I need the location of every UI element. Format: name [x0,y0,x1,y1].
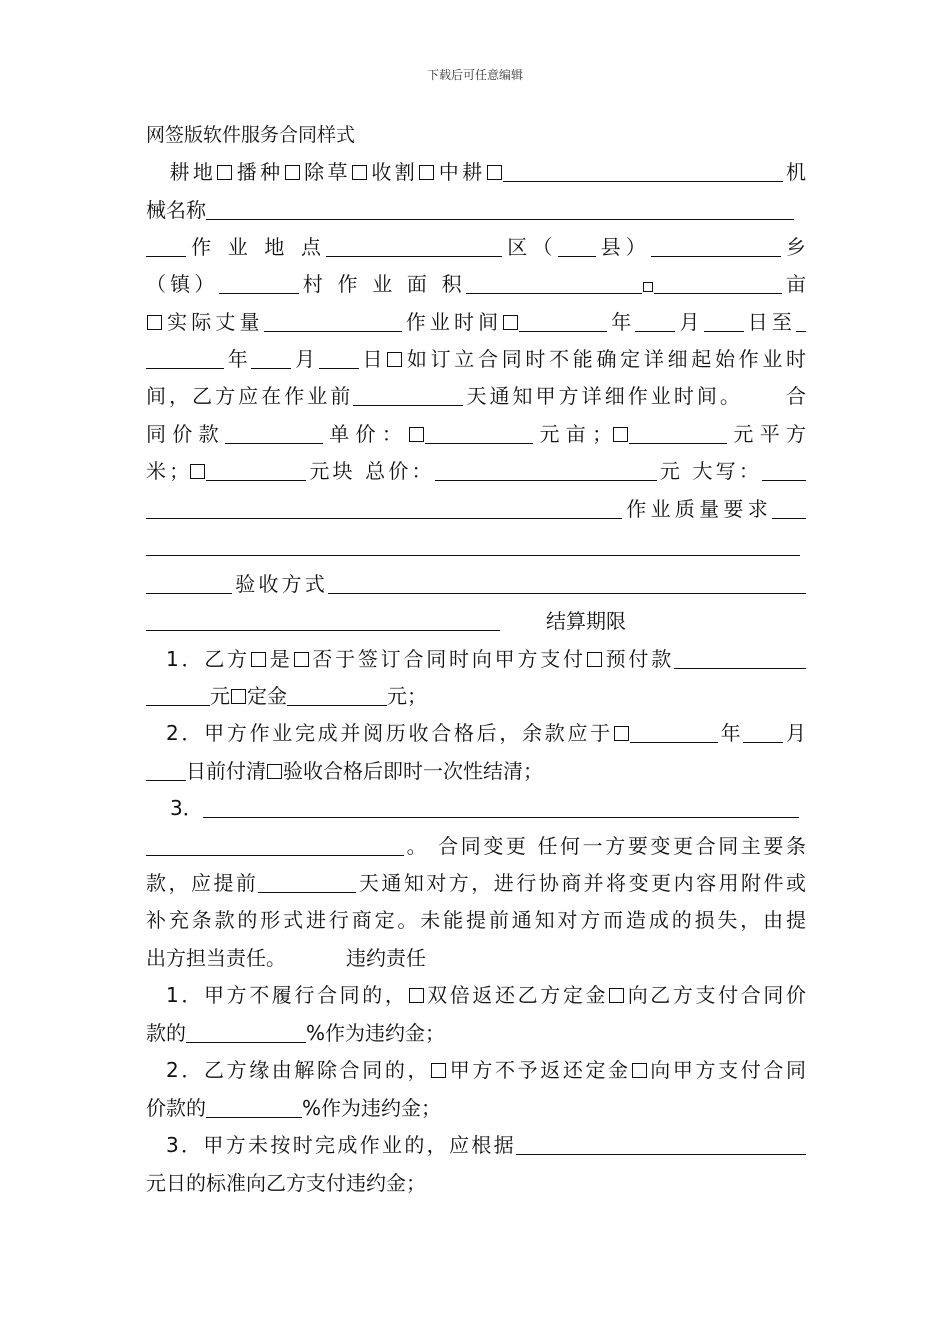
text-line: 耕地 播种 除草 收割 中耕 机 [166,160,806,184]
checkbox[interactable] [613,427,628,442]
text-line: 实际丈量 作业时间 年 月 日至 [146,307,806,337]
blank-field[interactable] [743,720,783,743]
text-line: 款的 %作为违约金； [146,1021,446,1045]
text-line: 补充条款的形式进行商定。未能提前通知对方而造成的损失，由提 [146,908,806,932]
blank-field[interactable] [466,271,642,294]
blank-field[interactable] [328,571,806,594]
blank-field[interactable] [206,458,306,481]
blank-field[interactable] [319,346,359,369]
checkbox[interactable] [587,652,602,667]
checkbox[interactable] [431,1063,446,1078]
blank-field[interactable] [146,533,800,556]
checkbox[interactable] [217,165,232,180]
blank-field[interactable] [146,234,186,257]
text-line: 作业质量要求 [146,494,806,524]
checkbox[interactable] [231,689,246,704]
text-line: 米； 元块 总价： 元 大写： [146,456,806,486]
text-line: 间，乙方应在作业前 天通知甲方详细作业时间。 合 [146,384,806,408]
blank-field[interactable] [651,234,781,257]
checkbox[interactable] [409,988,424,1003]
checkbox[interactable] [503,315,518,330]
text-line: 验收方式 [146,569,806,599]
blank-field[interactable] [146,683,210,706]
text-line: 3． [146,793,806,823]
text-line: 。 合同变更 任何一方要变更合同主要条 [146,831,806,861]
blank-field[interactable] [146,758,186,781]
blank-field[interactable] [146,346,224,369]
text-line: 1．乙方 是 否于签订合同时向甲方支付 预付款 [146,644,806,674]
blank-field[interactable] [629,421,727,444]
blank-field[interactable] [264,309,402,332]
text-line: （镇） 村 作 业 面 积 亩 [146,272,806,296]
text-line: 2．甲方作业完成并阅历收合格后，余款应于 年 月 [166,721,806,745]
blank-field[interactable] [654,271,782,294]
blank-field[interactable] [674,646,806,669]
text-line: 同价款 单价： 元亩； 元平方 [146,422,806,446]
blank-field[interactable] [251,346,291,369]
blank-field[interactable] [425,421,533,444]
page-header-note: 下载后可任意编辑 [426,68,523,82]
text-line: 元 定金 元； [146,681,806,711]
checkbox[interactable] [409,427,424,442]
text-line: 作 业 地 点 区（ 县） 乡 [146,232,806,262]
blank-field[interactable] [326,234,502,257]
blank-field[interactable] [630,720,718,743]
blank-field[interactable] [146,608,500,631]
blank-field[interactable] [219,271,299,294]
checkbox[interactable] [294,652,309,667]
blank-field[interactable] [146,496,622,519]
checkbox[interactable] [147,315,162,330]
checkbox[interactable] [285,165,300,180]
blank-field[interactable] [519,309,607,332]
text-line: 款，应提前 天通知对方，进行协商并将变更内容用附件或 [146,871,806,895]
blank-field[interactable] [762,458,806,481]
checkbox[interactable] [387,352,402,367]
blank-field[interactable] [206,197,794,220]
section-heading-settlement: 结算期限 [546,609,626,633]
checkbox[interactable] [251,652,266,667]
text-line: 元日的标准向乙方支付违约金； [146,1171,426,1195]
blank-field[interactable] [225,421,323,444]
checkbox[interactable] [352,165,367,180]
checkbox[interactable] [614,726,629,741]
blank-field[interactable] [206,1095,302,1118]
checkbox[interactable] [609,988,624,1003]
text-line: 出方担当责任。 违约责任 [146,946,426,970]
checkbox[interactable] [487,165,502,180]
text-line: 2．乙方缘由解除合同的， 甲方不予返还定金 向甲方支付合同 [166,1058,806,1082]
blank-field[interactable] [558,234,596,257]
blank-field[interactable] [258,870,356,893]
blank-field[interactable] [635,309,675,332]
text-line: 3．甲方未按时完成作业的，应根据 [146,1130,806,1160]
document-title: 网签版软件服务合同样式 [146,124,356,146]
text-line: 价款的 %作为违约金； [146,1096,442,1120]
blank-field[interactable] [704,309,744,332]
text-line: 年 月 日 如订立合同时不能确定详细起始作业时 [146,344,806,374]
blank-field[interactable] [353,383,463,406]
checkbox[interactable] [190,464,205,479]
text-line [146,606,806,636]
text-line: 日前付清 验收合格后即时一次性结清； [146,756,806,786]
blank-field[interactable] [203,795,799,818]
blank-field[interactable] [503,159,783,182]
blank-field[interactable] [516,1132,806,1155]
blank-field[interactable] [435,458,657,481]
checkbox[interactable] [267,764,282,779]
blank-field[interactable] [287,683,387,706]
checkbox[interactable] [643,282,653,292]
text-line [146,531,806,561]
section-heading-breach: 违约责任 [346,946,426,970]
blank-field[interactable] [186,1020,306,1043]
blank-field[interactable] [796,309,806,332]
blank-field[interactable] [146,571,232,594]
checkbox[interactable] [419,165,434,180]
text-line: 械名称 [146,195,806,225]
blank-field[interactable] [146,833,404,856]
text-line: 1．甲方不履行合同的， 双倍返还乙方定金 向乙方支付合同价 [166,983,806,1007]
checkbox[interactable] [632,1063,647,1078]
blank-field[interactable] [772,496,806,519]
